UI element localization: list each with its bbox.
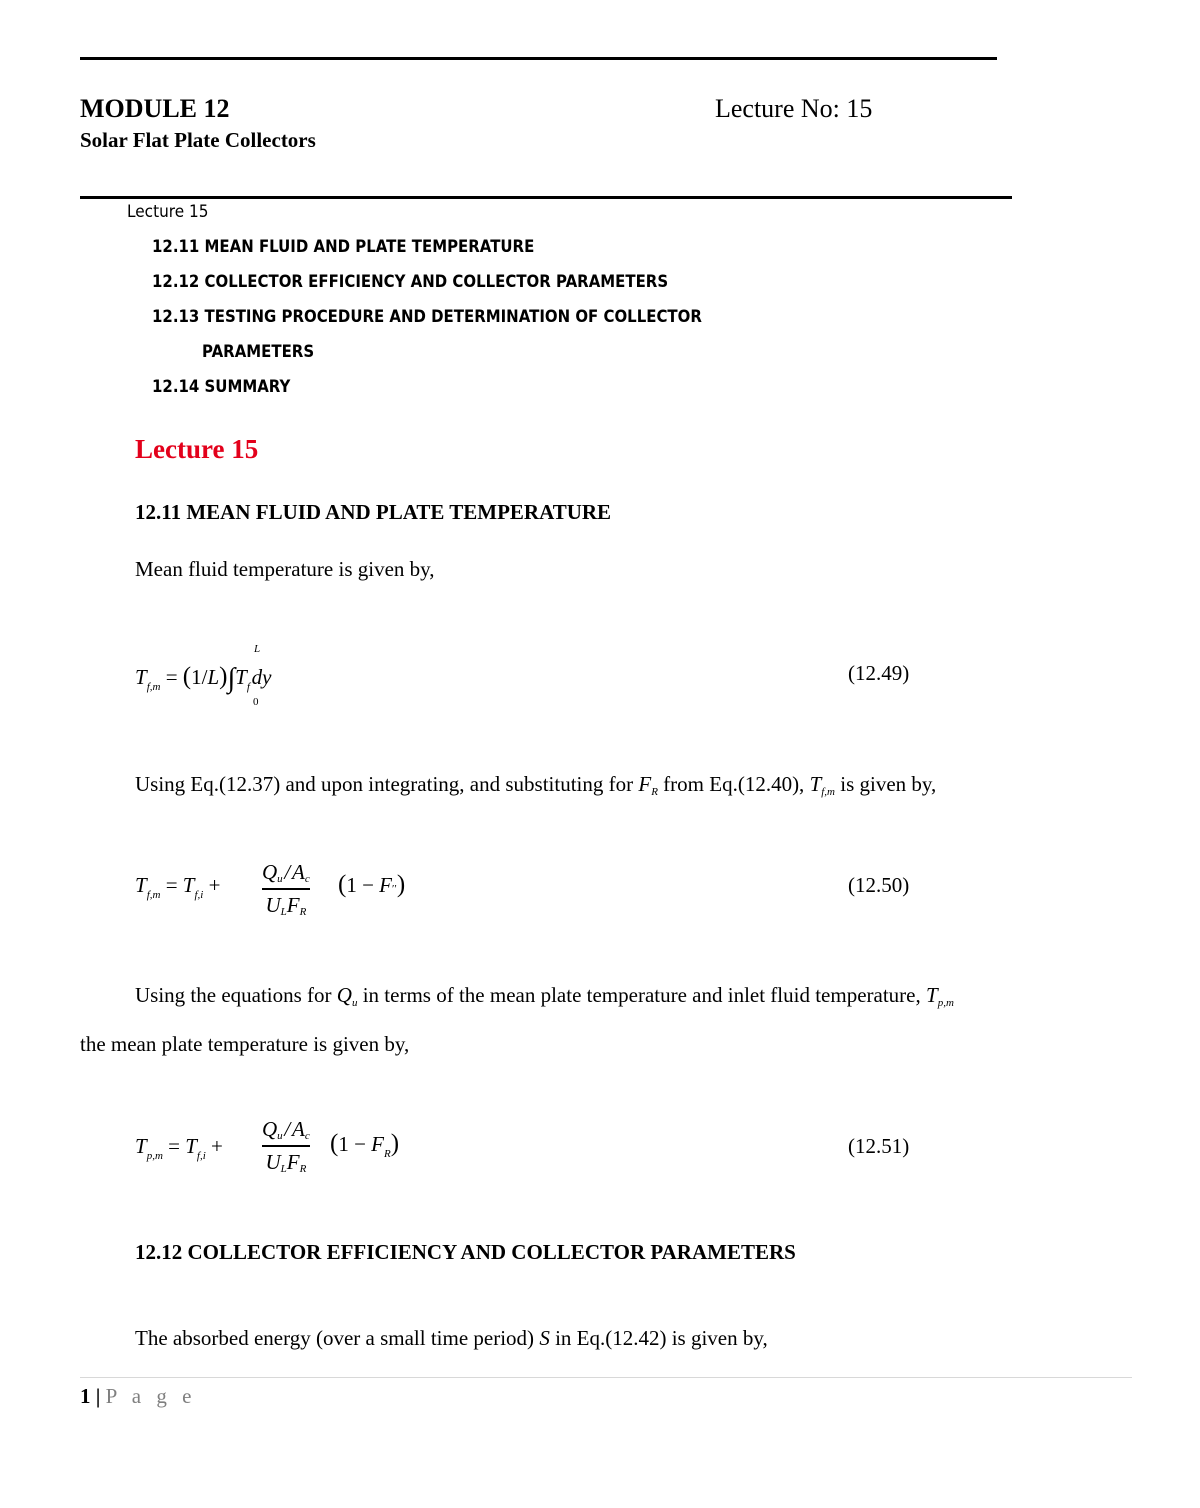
toc-item: 12.14 SUMMARY: [152, 377, 291, 397]
equation-number: (12.49): [848, 661, 910, 685]
toc-item: 12.12 COLLECTOR EFFICIENCY AND COLLECTOR PARAMETERS: [152, 272, 669, 292]
page-footer: [80, 1384, 196, 1409]
paragraph: Using the equations for Qu in terms of the mean plate temperature and inlet fluid temperature, Tp,m: [135, 983, 954, 1009]
fraction: Qu / Ac ULFR: [262, 860, 310, 918]
fraction: Qu / Ac ULFR: [262, 1117, 310, 1175]
header-rule: [80, 196, 1012, 199]
equation-12-51: $T_{p,m} = T_{f,i}$ +: [135, 1134, 223, 1162]
integral-lower-limit: 0: [253, 696, 259, 708]
integral-upper-limit: L: [254, 643, 261, 655]
top-rule: [80, 57, 997, 60]
paragraph: Using Eq.(12.37) and upon integrating, and substituting for FR from Eq.(12.40), Tf,m is given by,: [135, 772, 937, 798]
page-separator: |: [95, 1384, 101, 1408]
paragraph: The absorbed energy (over a small time period) S in Eq.(12.42) is given by,: [135, 1326, 768, 1350]
toc-heading: Lecture 15: [127, 202, 209, 222]
toc-item: 12.13 TESTING PROCEDURE AND DETERMINATION OF COLLECTOR: [152, 307, 702, 327]
equation-number: (12.50): [848, 873, 910, 897]
module-subtitle: Solar Flat Plate Collectors: [80, 128, 316, 152]
paragraph: the mean plate temperature is given by,: [80, 1032, 410, 1056]
section-heading: 12.11 MEAN FLUID AND PLATE TEMPERATURE: [135, 500, 612, 524]
equation-12-51-paren: $(1 - F_R)$: [330, 1130, 400, 1160]
module-title: MODULE 12: [80, 94, 230, 123]
toc-item: PARAMETERS: [202, 342, 315, 362]
equation-12-49: $T_{f,m} = (1/L)\int T_f$ dy: [135, 663, 272, 694]
equation-12-50: $T_{f,m} = T_{f,i}$ +: [135, 873, 221, 901]
equation-number: (12.51): [848, 1134, 910, 1158]
toc-item: 12.11 MEAN FLUID AND PLATE TEMPERATURE: [152, 237, 535, 257]
footer-rule: [80, 1377, 1132, 1378]
equation-12-50-paren: (1 − F′′): [338, 871, 406, 898]
section-heading: 12.12 COLLECTOR EFFICIENCY AND COLLECTOR PARAMETERS: [135, 1240, 796, 1264]
lecture-heading: Lecture 15: [135, 434, 259, 464]
lecture-number: Lecture No: 15: [715, 94, 873, 123]
page-number: 1: [80, 1384, 91, 1408]
paragraph: Mean fluid temperature is given by,: [135, 557, 435, 581]
page-word: P a g e: [105, 1384, 197, 1408]
